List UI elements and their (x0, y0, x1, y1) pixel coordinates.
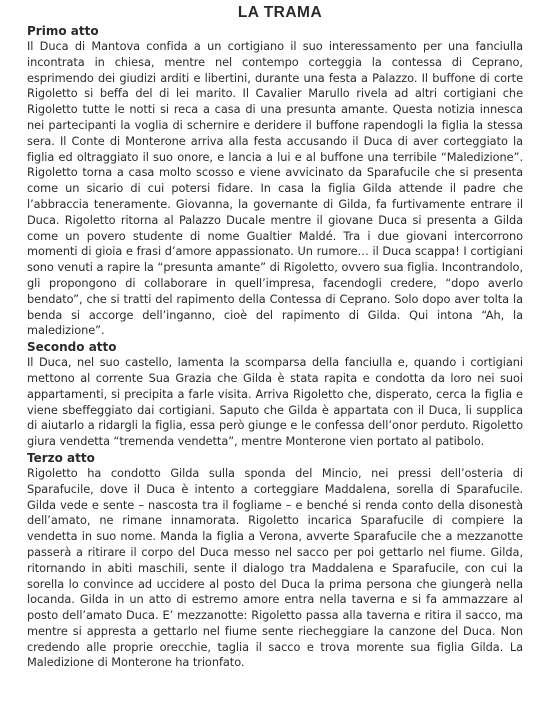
act-1-text: Il Duca di Mantova confida a un cortigiano il suo interessamento per una fanciulla incontrata in chiesa, mentre nel contempo corteggia la contessa di Ceprano, esprimendo dei giudizi arditi e libertini, durante una festa a Palazzo. Il buffone di corte Rigoletto si beffa del di lei marito. Il Cavalier Marullo rivela ad altri cortigiani che Rigoletto tutte le notti si reca a casa di una presunta amante. Questa notizia innesca nei partecipanti la voglia di schernire e deridere il buffone rapendogli la figlia la stessa sera. Il Conte di Monterone arriva alla festa accusando il Duca di aver corteggiato la figlia ed oltraggiato il suo onore, e lancia a lui e al buffone una terribile “Maledizione”. Rigoletto torna a casa molto scosso e viene avvicinato da Sparafucile che si presenta come un sicario di cui potersi fidare. In casa la figlia Gilda attende il padre che l’abbraccia teneramente. Giovanna, la governante di Gilda, fa furtivamente entrare il Duca. Rigoletto ritorna al Palazzo Ducale mentre il giovane Duca si presenta a Gilda come un povero studente di nome Gualtier Maldé. Tra i due giovani intercorrono momenti di gioia e frasi d’amore appassionato. Un rumore… il Duca scappa! I cortigiani sono venuti a rapire la “presunta amante” di Rigoletto, ovvero sua figlia. Incontrandolo, gli propongono di collaborare in quell’impresa, facendogli credere, “dopo averlo bendato”, che si tratti del rapimento della Contessa di Ceprano. Solo dopo aver tolta la benda si accorge dell’inganno, cioè del rapimento di Gilda. Qui intona “Ah, la maledizione”. (27, 39, 523, 338)
act-2-heading: Secondo atto (27, 340, 117, 355)
act-3-section (27, 450, 523, 671)
document-title: LA TRAMA (237, 4, 323, 21)
act-1-heading: Primo atto (27, 24, 99, 38)
act-3-text: Rigoletto ha condotto Gilda sulla sponda del Mincio, nei pressi dell’osteria di Sparafucile, dove il Duca è intento a corteggiare Maddalena, sorella di Sparafucile. Gilda vede e sente – nascosta tra il fogliame – e benché si renda conto della disonestà dell’amato, ne rimane innamorata. Rigoletto incarica Sparafucile di compiere la vendetta in suo nome. Manda la figlia a Verona, avverte Sparafucile che a mezzanotte passerà a ritirare il corpo del Duca messo nel sacco per poi gettarlo nel fiume. Gilda, ritornando in abiti maschili, sente il dialogo tra Maddalena e Sparafucile, con cui la sorella lo convince ad uccidere al posto del Duca la prima persona che giungerà nella locanda. Gilda in un atto di estremo amore entra nella taverna e si fa ammazzare al posto dell’amato Duca. E’ mezzanotte: Rigoletto passa alla taverna e ritira il sacco, ma mentre si appresta a gettarlo nel fiume sente riecheggiare la canzone del Duca. Non credendo alle proprie orecchie, taglia il sacco e trova morente sua figlia Gilda. La Maledizione di Monterone ha trionfato. (27, 465, 523, 670)
act-2-section (27, 339, 523, 450)
act-3-heading: Terzo atto (27, 450, 95, 465)
act-1-section (27, 23, 523, 339)
act-2-text: Il Duca, nel suo castello, lamenta la scomparsa della fanciulla e, quando i cortigiani mettono al corrente Sua Grazia che Gilda è stata rapita e condotta da loro nei suoi appartamenti, si precipita a farle visita. Arriva Rigoletto che, disperato, cerca la figlia e viene sbeffeggiato dai cortigiani. Saputo che Gilda è appartata con il Duca, li supplica di aiutarlo a ridargli la figlia, essa però giunge e le confessa dell’onor perduto. Rigoletto giura vendetta “tremenda vendetta”, mentre Monterone vien portato al patibolo. (27, 355, 523, 449)
